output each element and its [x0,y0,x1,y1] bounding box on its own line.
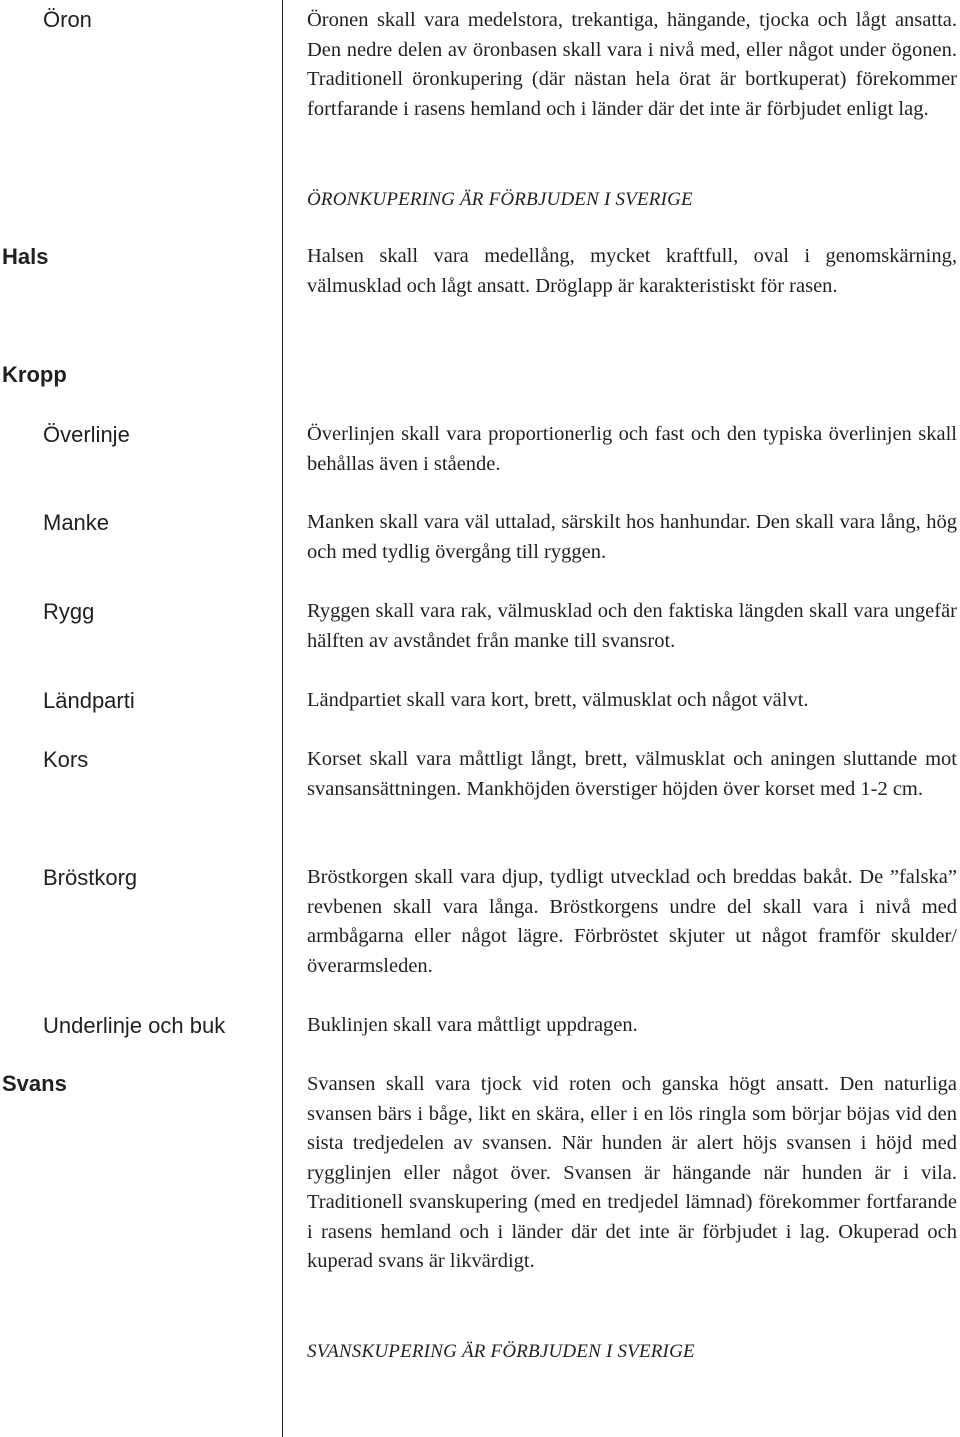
heading-kropp: Kropp [2,362,67,387]
note-oronkupering: ÖRONKUPERING ÄR FÖRBJUDEN I SVERIGE [307,189,693,210]
text-oron: Öronen skall vara medelstora, trekantiga, hängande, tjocka och lågt ansatta. Den nedre delen av öronbasen skall vara i nivå med, eller något under ögonen. Traditionell öronkupering (där nästan hela örat är bortkuperat) förekommer fortfarande i rasens hemland och i länder där det inte är förbjudet enligt lag. [307,9,957,120]
text-manke: Manken skall vara väl uttalad, särskilt hos hanhundar. Den skall vara lång, hög och med tydlig övergång till ryggen. [307,511,957,563]
heading-kors: Kors [43,747,89,772]
heading-brostkorg: Bröstkorg [43,865,138,890]
text-hals: Halsen skall vara medellång, mycket kraftfull, oval i genomskärning, välmusklad och lågt ansatt. Dröglapp är karakteristiskt för rasen. [307,245,957,297]
heading-oron: Öron [43,7,92,32]
heading-svans: Svans [2,1071,67,1096]
column-divider [282,0,283,1437]
text-underlinje-och-buk: Buklinjen skall vara måttligt uppdragen. [307,1014,638,1036]
heading-overlinje: Överlinje [43,422,130,447]
text-overlinje: Överlinjen skall vara proportionerlig och fast och den typiska överlinjen skall behållas även i stående. [307,423,957,475]
text-landparti: Ländpartiet skall vara kort, brett, välmusklat och något välvt. [307,689,809,711]
heading-hals: Hals [2,244,49,269]
heading-underlinje-och-buk: Underlinje och buk [43,1013,226,1038]
text-brostkorg: Bröstkorgen skall vara djup, tydligt utvecklad och breddas bakåt. De ”falska” revbenen skall vara långa. Bröstkorgens undre del skall vara i nivå med armbågarna eller något lägre. Förbröstet skjuter ut något framför skulder/överarmsleden. [307,866,957,977]
heading-landparti: Ländparti [43,688,135,713]
heading-rygg: Rygg [43,599,95,624]
note-svanskupering: SVANSKUPERING ÄR FÖRBJUDEN I SVERIGE [307,1341,695,1362]
text-rygg: Ryggen skall vara rak, välmusklad och den faktiska längden skall vara ungefär hälften av avståndet från manke till svansrot. [307,600,957,652]
heading-manke: Manke [43,510,110,535]
text-kors: Korset skall vara måttligt långt, brett, välmusklat och aningen sluttande mot svansansättningen. Mankhöjden överstiger höjden över korset med 1-2 cm. [307,748,957,800]
text-svans: Svansen skall vara tjock vid roten och ganska högt ansatt. Den naturliga svansen bärs i båge, likt en skära, eller i en lös ringla som börjar böjas vid den sista tredjedelen av svansen. När hunden är alert höjs svansen i höjd med rygglinjen eller något över. Svansen är hängande när hunden är i vila. Traditionell svanskupering (med en tredjedel lämnad) förekommer fortfarande i rasens hemland och i länder där det inte är förbjudet i lag. Okuperad och kuperad svans är likvärdigt. [307,1073,957,1272]
